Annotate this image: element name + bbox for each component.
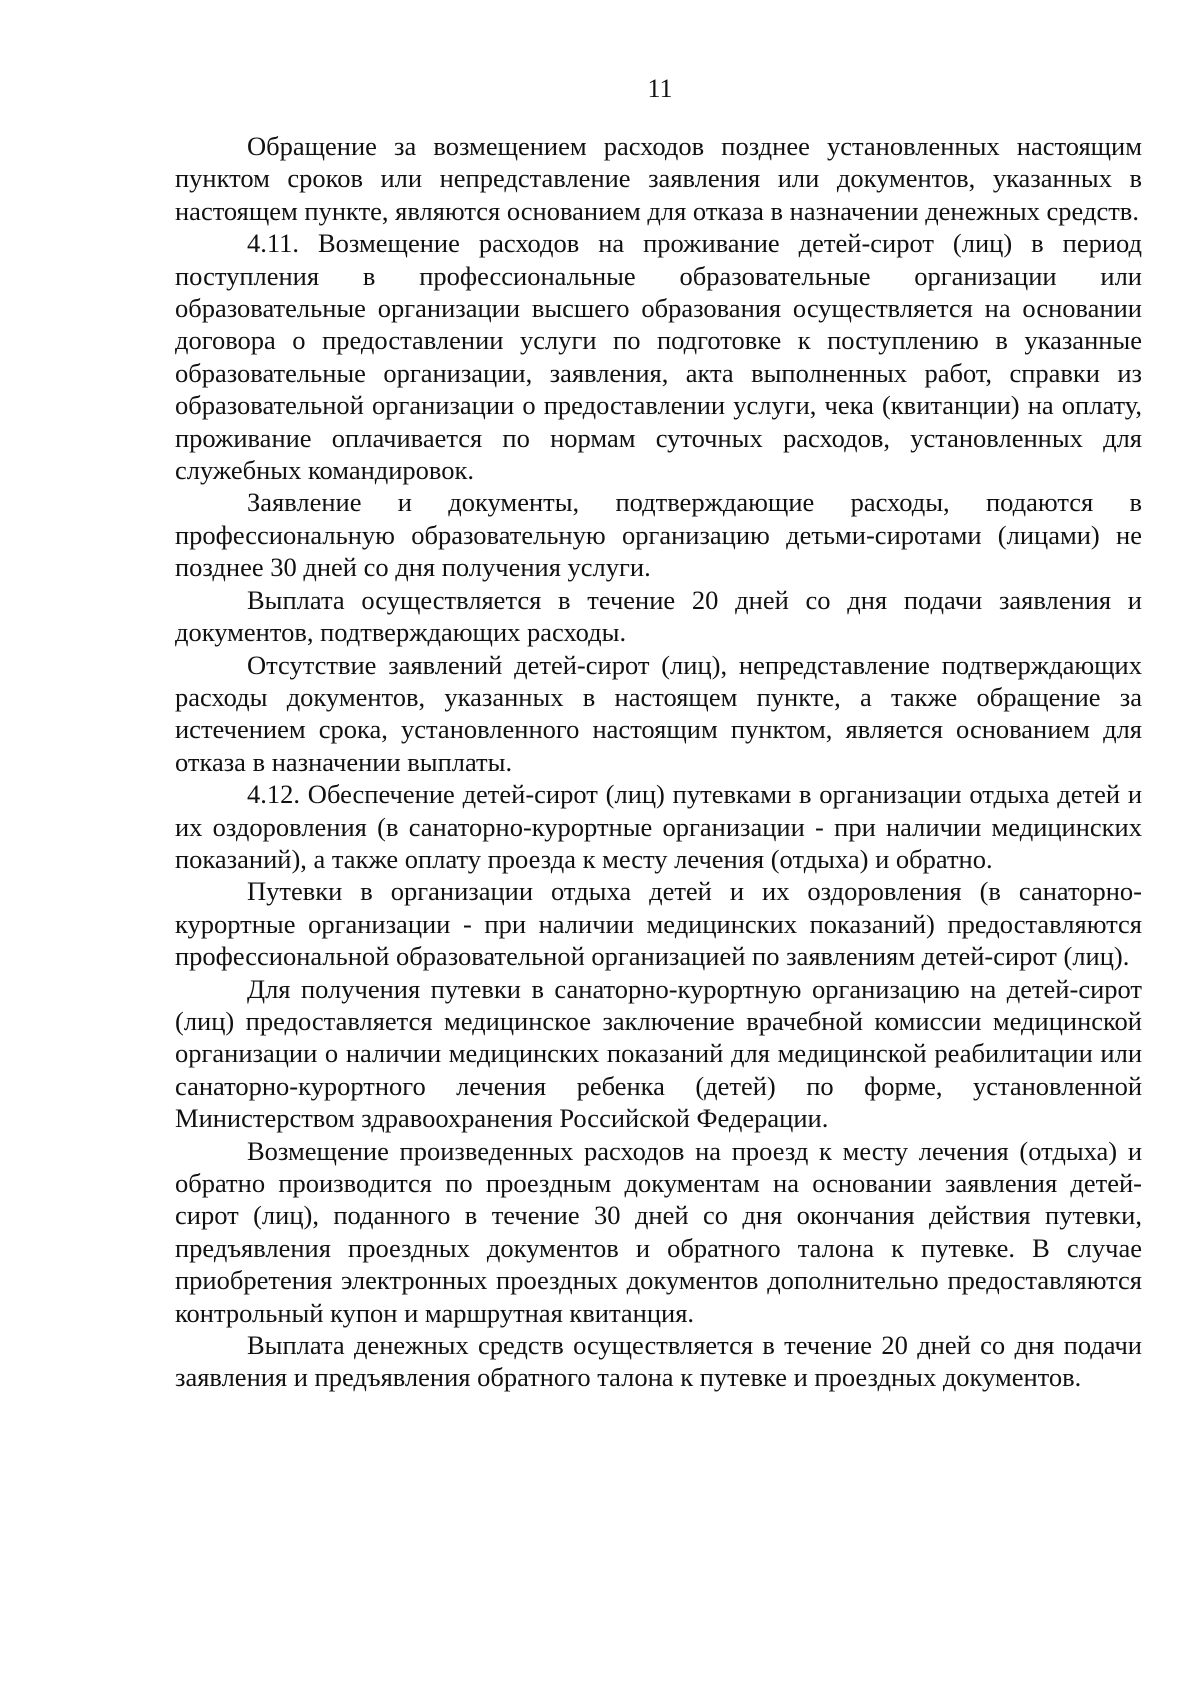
paragraph-refusal-grounds: Отсутствие заявлений детей-сирот (лиц), непредставление подтверждающих расходы документов, указанных в настоящем пункте, а также обращение за истечением срока, установленного настоящим пунктом, является основанием для отказа в назначении выплаты. [175,649,1142,777]
paragraph-travel-payment-term: Выплата денежных средств осуществляется в течение 20 дней со дня подачи заявления и предъявления обратного талона к путевке и проездных документов. [175,1330,1142,1393]
paragraph-medical-conclusion: Для получения путевки в санаторно-курортную организацию на детей-сирот (лиц) предоставляется медицинское заключение врачебной комиссии медицинской организации о наличии медицинских показаний для медицинской реабилитации или санаторно-курортного лечения ребенка (детей) по форме, установленной Министерством здравоохранения Российской Федерации. [175,973,1142,1134]
paragraph-payment-term: Выплата осуществляется в течение 20 дней со дня подачи заявления и документов, подтверждающих расходы. [175,584,1142,648]
paragraph-travel-reimbursement: Возмещение произведенных расходов на проезд к месту лечения (отдыха) и обратно производится по проездным документам на основании заявления детей-сирот (лиц), поданного в течение 30 дней со дня окончания действия путевки, предъявления проездных документов и обратного талона к путевке. В случае приобретения электронных проездных документов дополнительно предоставляются контрольный купон и маршрутная квитанция. [175,1135,1142,1328]
paragraph-vouchers-provision: Путевки в организации отдыха детей и их оздоровления (в санаторно-курортные организации - при наличии медицинских показаний) предоставляются профессиональной образовательной организацией по заявлениям детей-сирот (лиц). [175,876,1142,972]
paragraph-refusal-late-application: Обращение за возмещением расходов позднее установленных настоящим пунктом сроков или непредставление заявления или документов, указанных в настоящем пункте, являются основанием для отказа в назначении денежных средств. [175,131,1142,226]
page-number: 11 [647,74,673,103]
document-body [175,130,1142,1394]
paragraph-4-12-vouchers: 4.12. Обеспечение детей-сирот (лиц) путевками в организации отдыха детей и их оздоровления (в санаторно-курортные организации - при наличии медицинских показаний), а также оплату проезда к месту лечения (отдыха) и обратно. [175,779,1142,874]
paragraph-application-submission: Заявление и документы, подтверждающие расходы, подаются в профессиональную образовательную организацию детьми-сиротами (лицами) не позднее 30 дней со дня получения услуги. [175,487,1142,583]
paragraph-4-11-accommodation-reimbursement: 4.11. Возмещение расходов на проживание детей-сирот (лиц) в период поступления в профессиональные образовательные организации или образовательные организации высшего образования осуществляется на основании договора о предоставлении услуги по подготовке к поступлению в указанные образовательные организации, заявления, акта выполненных работ, справки из образовательной организации о предоставлении услуги, чека (квитанции) на оплату, проживание оплачивается по нормам суточных расходов, установленных для служебных командировок. [175,228,1142,486]
